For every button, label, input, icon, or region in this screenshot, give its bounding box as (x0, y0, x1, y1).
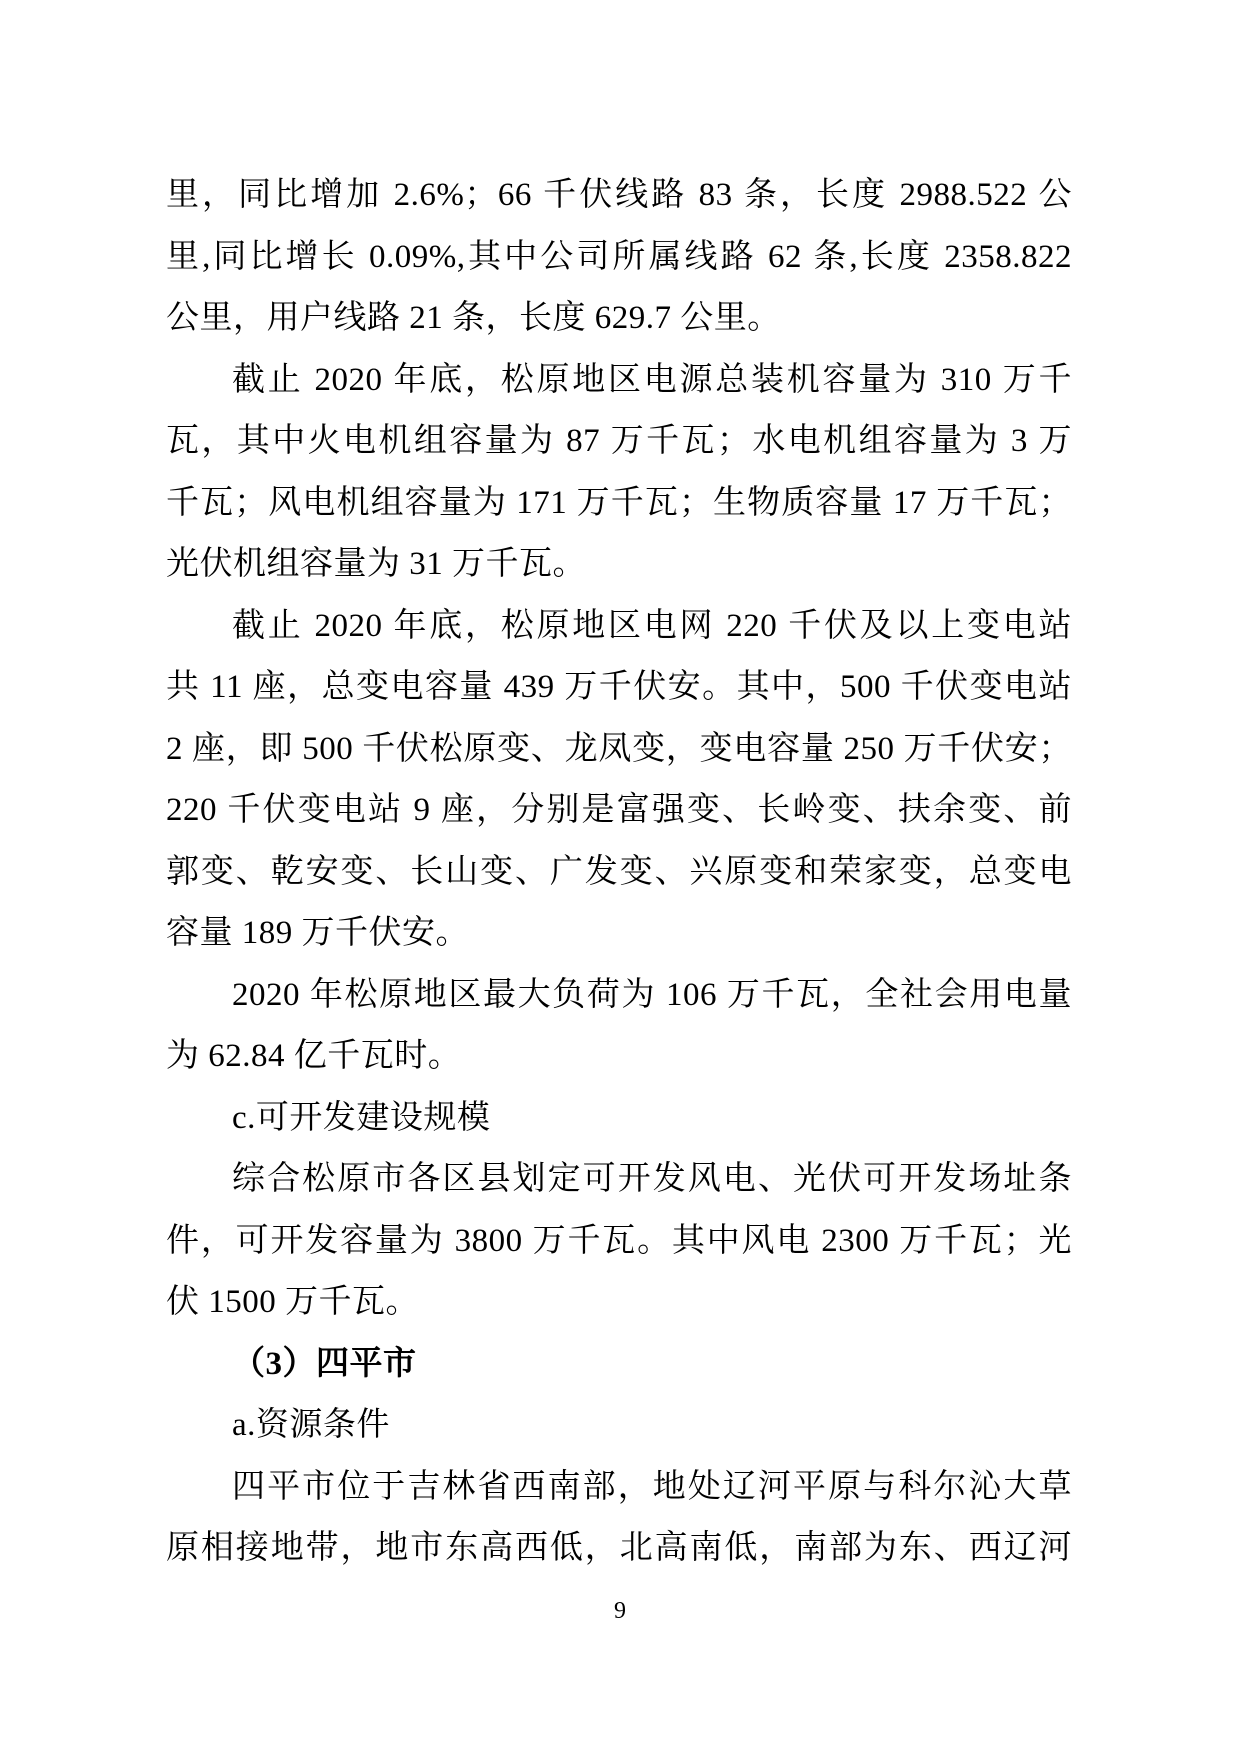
text-line: 综合松原市各区县划定可开发风电、光伏可开发场址条 (232, 1161, 1072, 1197)
text-line: 里,同比增长 0.09%,其中公司所属线路 62 条,长度 2358.822 (166, 238, 1072, 275)
text-line: 2 座，即 500 千伏松原变、龙凤变，变电容量 250 万千伏安； (166, 730, 1072, 767)
document-body (166, 165, 1072, 1580)
text-line: 220 千伏变电站 9 座，分别是富强变、长岭变、扶余变、前 (166, 792, 1072, 828)
text-line: 里，同比增加 2.6%；66 千伏线路 83 条，长度 2988.522 公 (166, 177, 1072, 213)
text-line: 为 62.84 亿千瓦时。 (166, 1038, 462, 1074)
text-line: 件，可开发容量为 3800 万千瓦。其中风电 2300 万千瓦；光 (166, 1222, 1072, 1259)
text-line: 伏 1500 万千瓦。 (166, 1284, 419, 1320)
text-line: a.资源条件 (232, 1407, 390, 1443)
text-line: 千瓦；风电机组容量为 171 万千瓦；生物质容量 17 万千瓦； (166, 484, 1072, 521)
text-line: c.可开发建设规模 (232, 1099, 491, 1136)
text-line: 容量 189 万千伏安。 (166, 915, 469, 951)
text-line: 原相接地带，地市东高西低，北高南低，南部为东、西辽河 (166, 1530, 1072, 1566)
text-line: 郭变、乾安变、长山变、广发变、兴原变和荣家变，总变电 (166, 853, 1072, 890)
text-line: 瓦，其中火电机组容量为 87 万千瓦；水电机组容量为 3 万 (166, 423, 1072, 459)
page-number: 9 (614, 1598, 626, 1624)
text-line: 截止 2020 年底，松原地区电网 220 千伏及以上变电站 (232, 607, 1072, 644)
text-line: 公里，用户线路 21 条，长度 629.7 公里。 (166, 300, 781, 336)
text-line: 四平市位于吉林省西南部，地处辽河平原与科尔沁大草 (232, 1468, 1072, 1505)
heading-line: （3）四平市 (232, 1345, 417, 1382)
text-line: 2020 年松原地区最大负荷为 106 万千瓦，全社会用电量 (232, 976, 1072, 1013)
text-line: 截止 2020 年底，松原地区电源总装机容量为 310 万千 (232, 361, 1072, 398)
text-line: 光伏机组容量为 31 万千瓦。 (166, 546, 586, 582)
text-line: 共 11 座，总变电容量 439 万千伏安。其中，500 千伏变电站 (166, 669, 1072, 705)
